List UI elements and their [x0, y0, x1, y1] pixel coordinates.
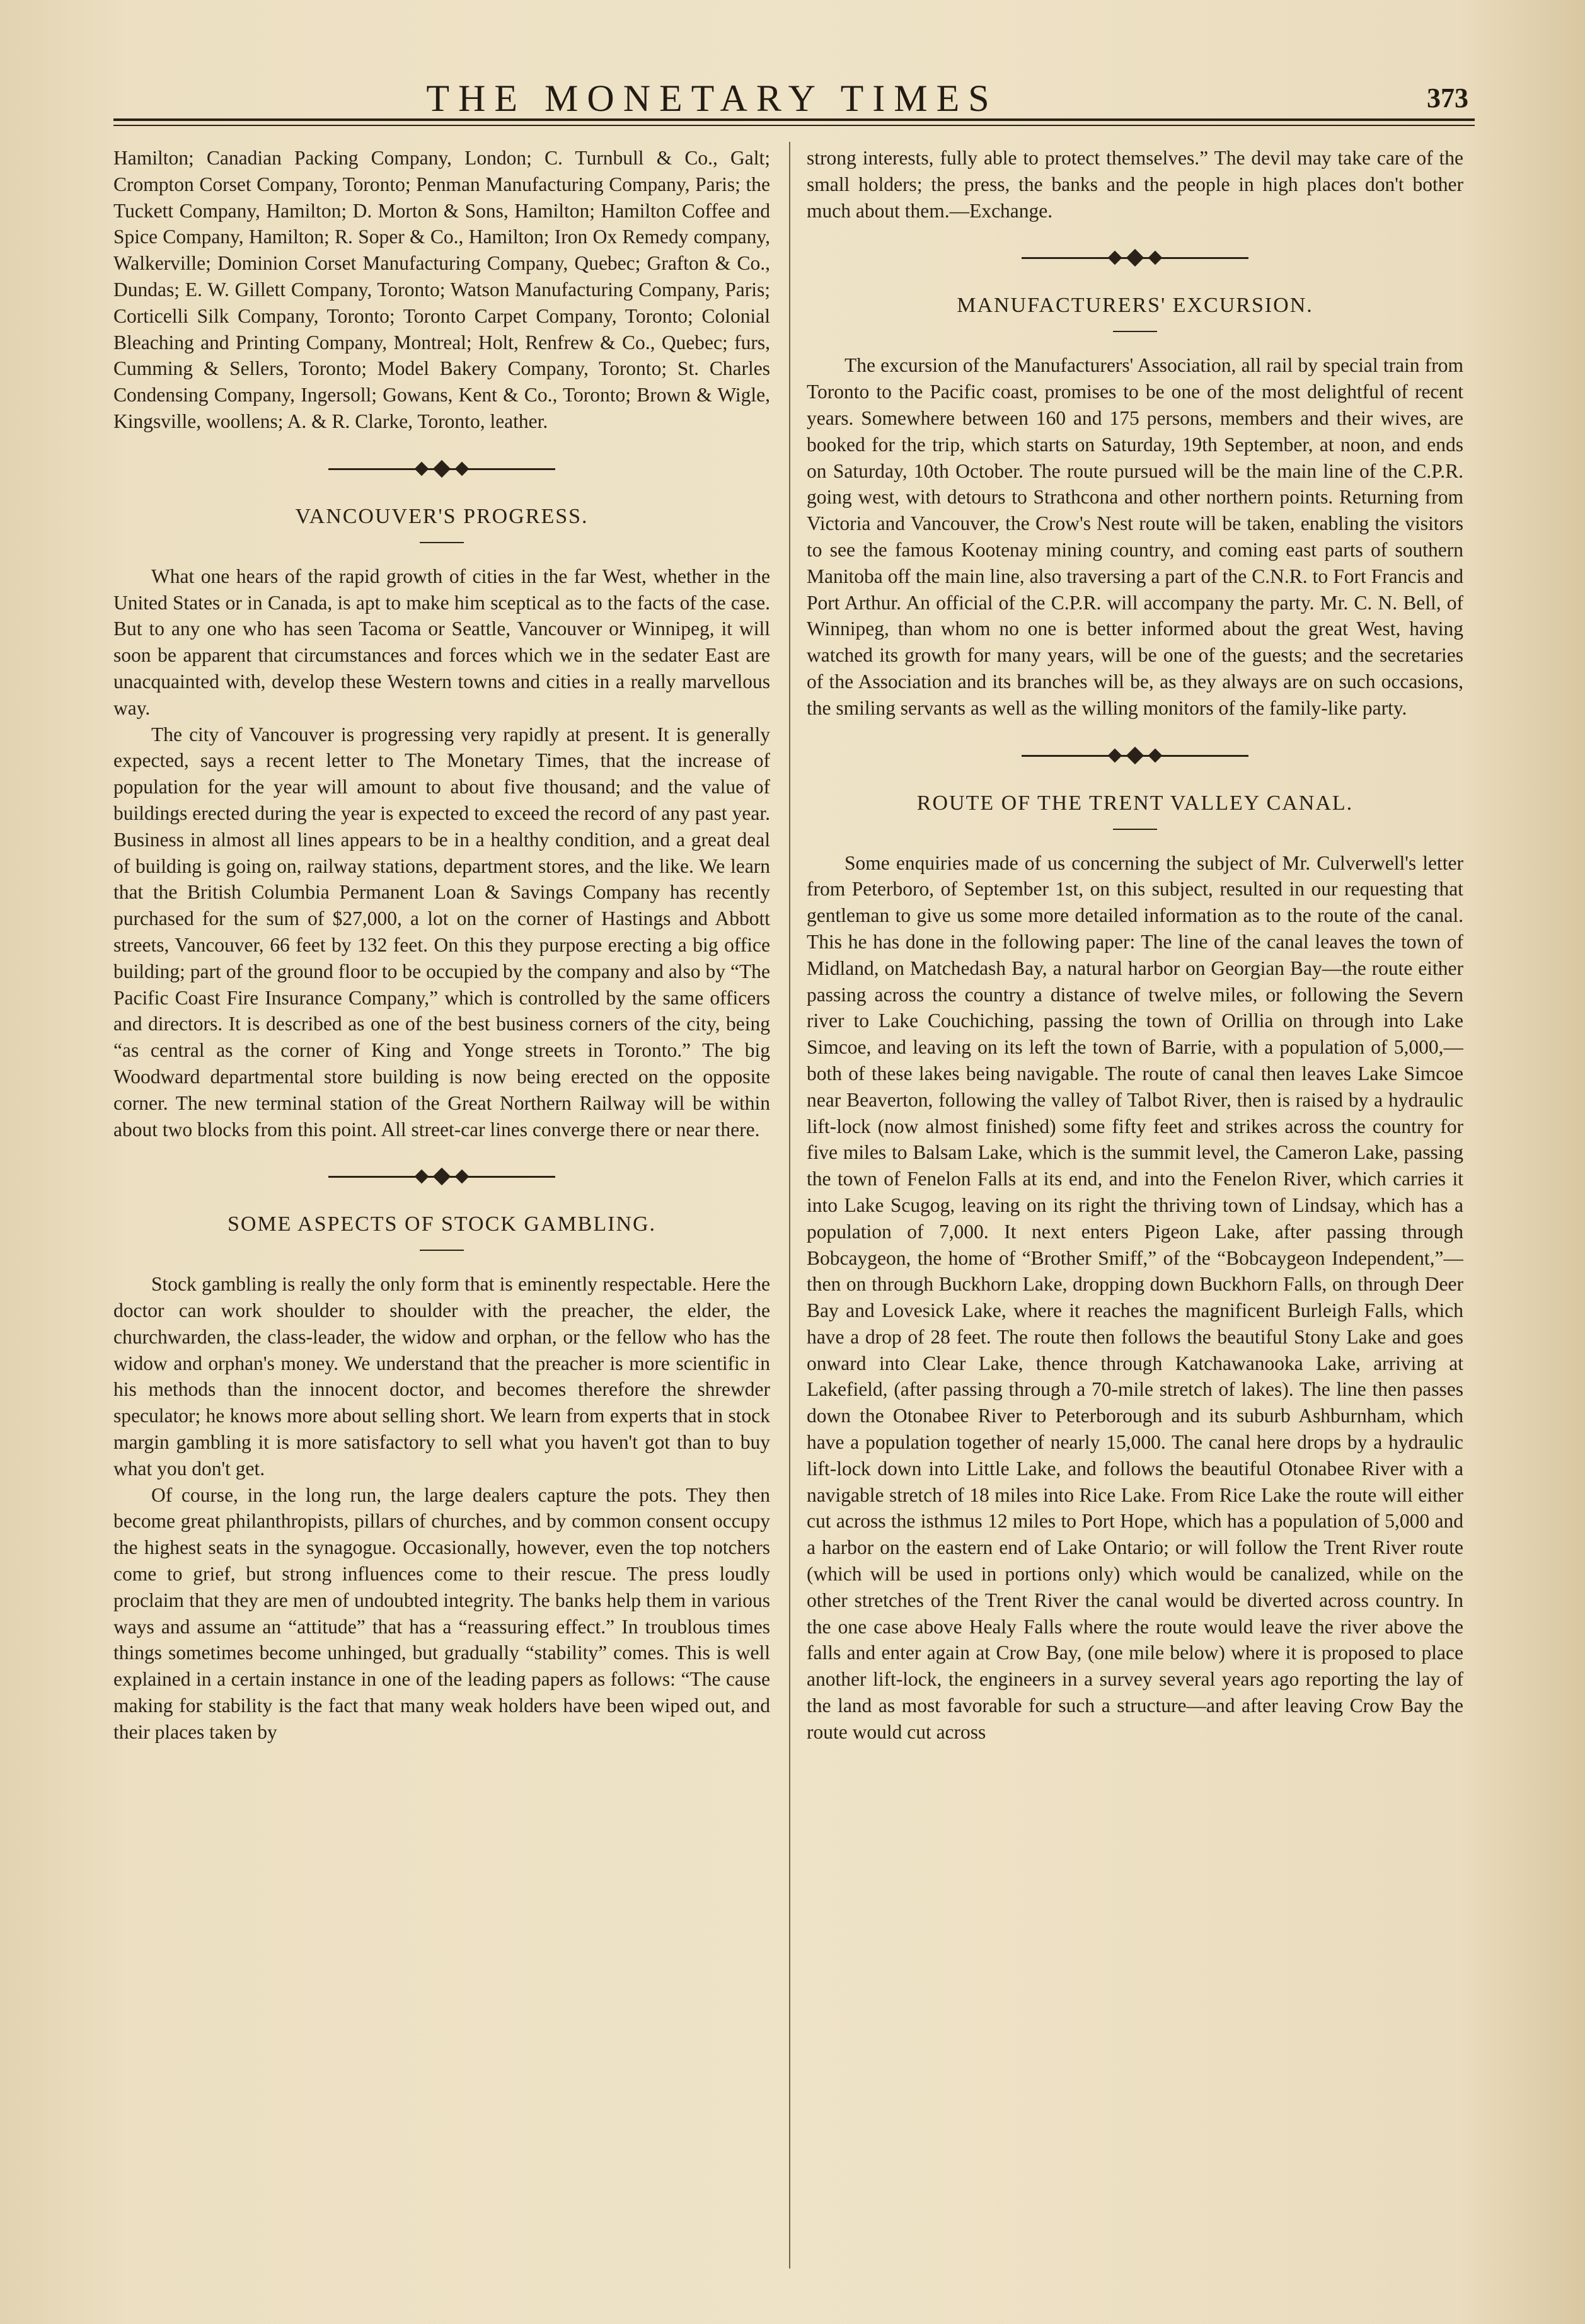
masthead-rule-thick [113, 118, 1475, 121]
stock-paragraph-2: Of course, in the long run, the large dealers capture the pots. They then become great philanthropists, pillars of churches, and by common consent occupy the highest seats in the synagogue. Occasionally, however, even the top notchers come to grief, but strong influences come to their rescue. The press loudly proclaim that they are men of undoubted integrity. The banks help them in various ways and assume an “attitude” that has a “reassuring effect.” In troublous times things sometimes become unhinged, but gradually “stability” comes. This is well explained in a certain instance in one of the leading papers as follows: “The cause making for stability is the fact that many weak holders have been wiped out, and their places taken by [113, 1483, 770, 1743]
company-list-paragraph: Hamilton; Canadian Packing Company, London; C. Turnbull & Co., Galt; Crompton Corset Company, Toronto; Penman Manufacturing Company, Paris; the Tuckett Company, Hamilton; D. Morton & Sons, Hamilton; Hamilton Coffee and Spice Company, Hamilton; R. Soper & Co., Hamilton; Iron Ox Remedy company, Walkerville; Dominion Corset Manufacturing Company, Quebec; Grafton & Co., Dundas; E. W. Gillett Company, Toronto; Watson Manufacturing Company, Paris; Corticelli Silk Company, Toronto; Toronto Carpet Company, Toronto; Colonial Bleaching and Printing Company, Montreal; Holt, Renfrew & Co., Quebec; furs, Cumming & Sellers, Toronto; Model Bakery Company, Toronto; St. Charles Condensing Company, Ingersoll; Gowans, Kent & Co., Toronto; Brown & Wigle, Kingsville, woollens; A. & R. Clarke, Toronto, leather. [113, 147, 770, 432]
trent-canal-paragraph: Some enquiries made of us concerning the subject of Mr. Culverwell's letter from Peterboro, of September 1st, on this subject, resulted in our requesting that gentleman to give us some more detailed information as to the route of the canal. This he has done in the following paper: The line of the canal leaves the town of Midland, on Matchedash Bay, a natural harbor on Georgian Bay—the route either passing across the country a distance of twelve miles, or following the Severn river to Lake Couchiching, passing the town of Orillia on through into Lake Simcoe, and leaving on its left the town of Barrie, with a population of 5,000,—both of these lakes being navigable. The route of canal then leaves Lake Simcoe near Beaverton, following the valley of Talbot River, then is raised by a hydraulic lift-lock (now almost finished) some fifty feet and strikes across the country for five miles to Balsam Lake, which is the summit level, the Cameron Lake, passing the town of Fenelon Falls at its end, and into the Fenelon River, which carries it into Lake Scugog, leaving on its right the thriving town of Lindsay, which has a population of 7,000. It next enters Pigeon Lake, after passing through Bobcaygeon, the home of “Brother Smiff,” of the “Bobcaygeon Independent,”—then on through Buckhorn Lake, dropping down Buckhorn Falls, on through Deer Bay and Lovesick Lake, where it reaches the magnificent Burleigh Falls, which have a drop of 28 feet. The route then follows the beautiful Stony Lake and goes onward into Clear Lake, thence through Katchawanooka Lake, arriving at Lakefield, (after passing through a 70-mile stretch of lakes). The line then passes down the Otonabee River to Peterborough and its suburb Ashburnham, which have a population together of nearly 15,000. The canal here drops by a hydraulic lift-lock down into Little Lake, and follows the beautiful Otonabee River with a navigable stretch of 18 miles into Rice Lake. From Rice Lake the route will either cut across the isthmus 12 miles to Port Hope, which has a population of 5,000 and a harbor on the eastern end of Lake Ontario; or will follow the Trent River route (which will be used in portions only) which would be canalized, while on the other stretches of the Trent River the canal would be diverted across country. In the one case above Healy Falls where the route would leave the river above the falls and enter again at Crow Bay, (one mile below) where it is proposed to place another lift-lock, the engineers in a survey several years ago reporting the lay of the land as most favorable for such a structure—and after leaving Crow Bay the route would cut across [807, 851, 1463, 1743]
vancouver-paragraph-1: What one hears of the rapid growth of cities in the far West, whether in the United States or in Canada, is apt to make him sceptical as to the facts of the case. But to any one who has seen Tacoma or Seattle, Vancouver or Winnipeg, it will soon be apparent that circumstances and forces which we in the sedater East are unacquainted with, develop these Western towns and cities in a really marvellous way. [113, 565, 770, 719]
publication-title: THE MONETARY TIMES [426, 78, 998, 119]
trent-canal-heading: ROUTE OF THE TRENT VALLEY CANAL. [916, 791, 1354, 815]
exchange-continuation: strong interests, fully able to protect themselves.” The devil may take care of the small holders; the press, the banks and the people in high places don't bother much about them.—Exchange. [807, 147, 1463, 222]
heading-rule [1113, 331, 1157, 332]
masthead [107, 74, 1481, 125]
page-number: 373 [1427, 83, 1468, 113]
heading-rule [1113, 829, 1157, 830]
right-column [807, 145, 1463, 2287]
section-ornament [328, 454, 555, 484]
heading-rule [420, 542, 464, 543]
excursion-heading: MANUFACTURERS' EXCURSION. [957, 294, 1313, 318]
column-divider [789, 142, 790, 2269]
vancouver-heading: VANCOUVER'S PROGRESS. [295, 504, 589, 528]
section-ornament [1022, 740, 1248, 771]
stock-paragraph-1: Stock gambling is really the only form that is eminently respectable. Here the doctor can work shoulder to shoulder with the preacher, the elder, the churchwarden, the class-leader, the widow and orphan, or the fellow who has the widow and orphan's money. We understand that the preacher is more scientific in his methods than the innocent doctor, and becomes therefore the shrewder speculator; he knows more about selling short. We learn from experts that in stock margin gambling it is more satisfactory to sell what you haven't got than to buy what you don't get. [113, 1273, 770, 1480]
section-ornament [328, 1161, 555, 1192]
stock-gambling-heading: SOME ASPECTS OF STOCK GAMBLING. [227, 1212, 657, 1236]
heading-rule [420, 1250, 464, 1251]
vancouver-paragraph-2: The city of Vancouver is progressing very rapidly at present. It is generally expected, says a recent letter to The Monetary Times, that the increase of population for the year will amount to about five thousand; and the value of buildings erected during the year is expected to exceed the record of any past year. Business in almost all lines appears to be in a healthy condition, and a great deal of building is going on, railway stations, department stores, and the like. We learn that the British Columbia Permanent Loan & Savings Company has recently purchased for the sum of $27,000, a lot on the corner of Hastings and Abbott streets, Vancouver, 66 feet by 132 feet. On this they purpose erecting a big office building; part of the ground floor to be occupied by the company and also by “The Pacific Coast Fire Insurance Company,” which is controlled by the same officers and directors. It is described as one of the best business corners of the city, being “as central as the corner of King and Yonge streets in Toronto.” The big Woodward departmental store building is now being erected on the opposite corner. The new terminal station of the Great Northern Railway will be within about two blocks from this point. All street-car lines converge there or near there. [113, 723, 770, 1141]
left-column [113, 145, 770, 2287]
section-ornament [1022, 243, 1248, 273]
masthead-rule-thin [113, 125, 1475, 126]
excursion-paragraph: The excursion of the Manufacturers' Association, all rail by special train from Toronto to the Pacific coast, promises to be one of the most delightful of recent years. Somewhere between 160 and 175 persons, members and their wives, are booked for the trip, which starts on Saturday, 19th September, at noon, and ends on Saturday, 10th October. The route pursued will be the main line of the C.P.R. going west, with detours to Strathcona and other northern points. Returning from Victoria and Vancouver, the Crow's Nest route will be taken, enabling the visitors to see the famous Kootenay mining country, and coming east parts of southern Manitoba off the main line, also traversing a part of the C.N.R. to Fort Francis and Port Arthur. An official of the C.P.R. will accompany the party. Mr. C. N. Bell, of Winnipeg, than whom no one is better informed about the great West, having watched its growth for many years, will be one of the guests; and the secretaries of the Association and its branches will be, as they always are on such occasions, the smiling servants as well as the willing monitors of the family-like party. [807, 354, 1463, 719]
